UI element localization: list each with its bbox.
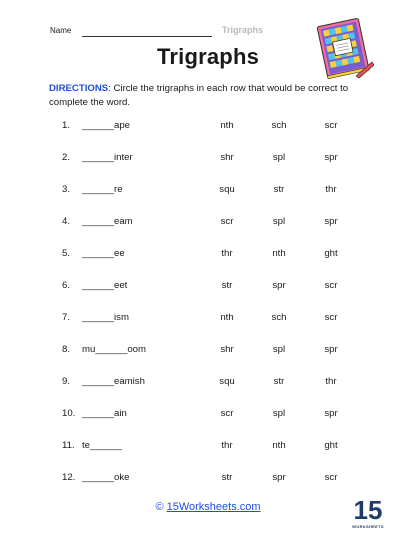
row-word: ______ape	[82, 120, 131, 131]
trigraph-option[interactable]: str	[273, 376, 285, 387]
row-number: 2.	[62, 152, 71, 163]
trigraph-option[interactable]: spr	[272, 472, 286, 483]
trigraph-option[interactable]: nth	[272, 248, 286, 259]
trigraph-option[interactable]: scr	[220, 216, 234, 227]
trigraph-option[interactable]: nth	[220, 120, 234, 131]
page-title: Trigraphs	[156, 44, 260, 69]
trigraph-option[interactable]: spr	[324, 344, 338, 355]
row-word: mu______oom	[82, 344, 147, 355]
row-number: 8.	[62, 344, 71, 355]
exercise-row	[0, 248, 416, 262]
copyright-symbol: ©	[155, 501, 164, 513]
trigraph-option[interactable]: nth	[272, 440, 286, 451]
trigraph-option[interactable]: squ	[219, 376, 235, 387]
trigraph-option[interactable]: scr	[324, 120, 338, 131]
trigraph-option[interactable]: spl	[272, 152, 286, 163]
directions	[49, 82, 379, 110]
name-line	[82, 36, 212, 37]
trigraph-option[interactable]: thr	[325, 376, 337, 387]
row-number: 10.	[62, 408, 76, 419]
header-topic: Trigraphs	[222, 25, 264, 35]
row-word: ______ism	[82, 312, 129, 323]
directions-label: DIRECTIONS	[49, 83, 109, 94]
trigraph-option[interactable]: nth	[220, 312, 234, 323]
trigraph-option[interactable]: spl	[272, 408, 286, 419]
row-word: ______eam	[82, 216, 133, 227]
exercise-row	[0, 472, 416, 486]
trigraph-option[interactable]: scr	[324, 312, 338, 323]
row-number: 12.	[62, 472, 76, 483]
exercise-row	[0, 184, 416, 198]
footer-site-link[interactable]: 15Worksheets.com	[166, 501, 261, 513]
trigraph-option[interactable]: thr	[221, 248, 233, 259]
directions-text: : Circle the trigraphs in each row that would be correct to complete the word.	[49, 83, 349, 108]
row-number: 4.	[62, 216, 71, 227]
row-number: 5.	[62, 248, 71, 259]
row-word: te______	[82, 440, 123, 451]
row-word: ______re	[82, 184, 123, 195]
trigraph-option[interactable]: spl	[272, 344, 286, 355]
exercise-row	[0, 376, 416, 390]
trigraph-option[interactable]: scr	[220, 408, 234, 419]
row-number: 3.	[62, 184, 71, 195]
trigraph-option[interactable]: scr	[324, 280, 338, 291]
exercise-row	[0, 152, 416, 166]
row-word: ______eamish	[82, 376, 145, 387]
row-number: 9.	[62, 376, 71, 387]
trigraph-option[interactable]: sch	[271, 120, 287, 131]
trigraph-option[interactable]: shr	[220, 152, 234, 163]
trigraph-option[interactable]: squ	[219, 184, 235, 195]
trigraph-option[interactable]: thr	[221, 440, 233, 451]
row-number: 1.	[62, 120, 71, 131]
exercise-row	[0, 280, 416, 294]
row-word: ______ain	[82, 408, 127, 419]
trigraph-option[interactable]: ght	[324, 440, 338, 451]
exercise-row	[0, 312, 416, 326]
row-number: 7.	[62, 312, 71, 323]
exercise-row	[0, 408, 416, 422]
exercise-row	[0, 120, 416, 134]
trigraph-option[interactable]: ght	[324, 248, 338, 259]
trigraph-option[interactable]: spr	[324, 216, 338, 227]
trigraph-option[interactable]: str	[273, 184, 285, 195]
row-number: 6.	[62, 280, 71, 291]
row-word: ______inter	[82, 152, 133, 163]
trigraph-option[interactable]: spr	[272, 280, 286, 291]
row-word: ______oke	[82, 472, 130, 483]
exercise-row	[0, 344, 416, 358]
trigraph-option[interactable]: scr	[324, 472, 338, 483]
row-number: 11.	[62, 440, 75, 451]
site-logo	[346, 496, 390, 532]
row-word: ______eet	[82, 280, 128, 291]
logo-number: 15	[353, 495, 383, 525]
trigraph-option[interactable]: str	[221, 472, 233, 483]
trigraph-option[interactable]: spr	[324, 152, 338, 163]
trigraph-option[interactable]: str	[221, 280, 233, 291]
exercise-row	[0, 440, 416, 454]
exercise-row	[0, 216, 416, 230]
row-word: ______ee	[82, 248, 125, 259]
trigraph-option[interactable]: shr	[220, 344, 234, 355]
trigraph-option[interactable]: spr	[324, 408, 338, 419]
trigraph-option[interactable]: thr	[325, 184, 337, 195]
trigraph-option[interactable]: spl	[272, 216, 286, 227]
trigraph-option[interactable]: sch	[271, 312, 287, 323]
name-label: Name	[50, 26, 72, 35]
logo-wordmark: WORKSHEETS	[352, 524, 384, 529]
